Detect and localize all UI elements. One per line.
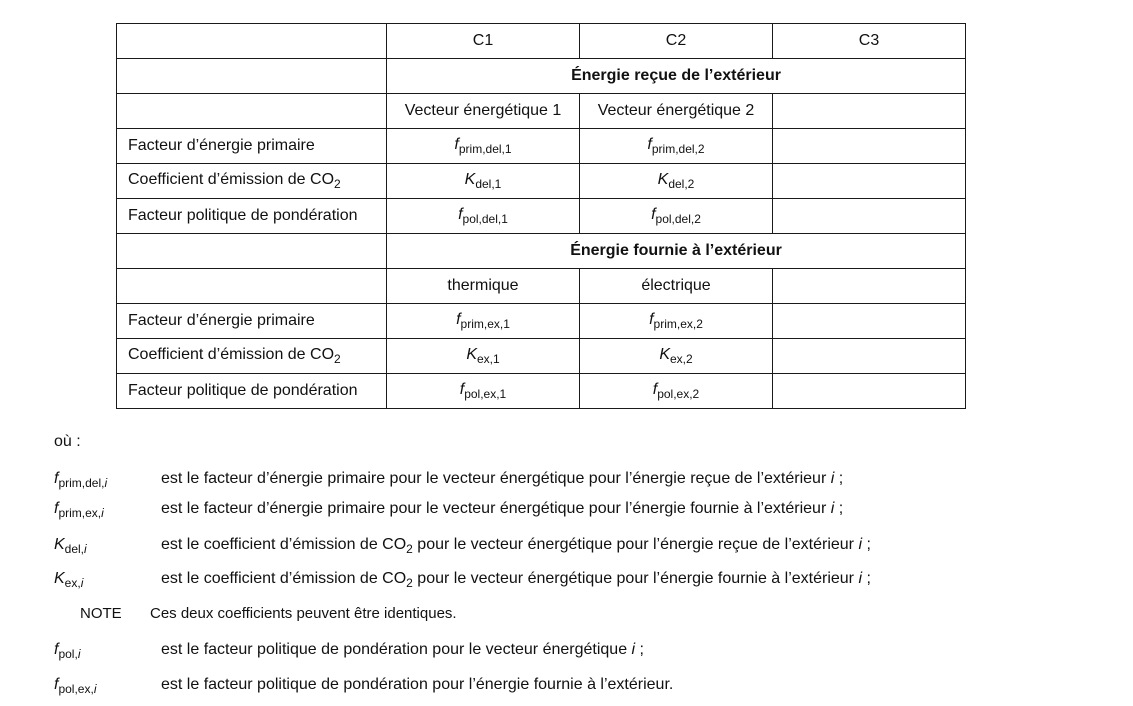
row-label-text: Facteur politique de pondération	[128, 382, 358, 399]
table-row	[117, 129, 966, 164]
section-row-delivered	[117, 59, 966, 94]
symbol: K	[54, 536, 65, 553]
symbol: K	[659, 346, 670, 363]
header-c3: C3	[773, 24, 966, 59]
variable: i	[830, 470, 835, 487]
symbol: f	[651, 206, 656, 223]
row-label-text: Facteur d’énergie primaire	[128, 137, 315, 154]
definition-body-cont: pour le vecteur énergétique pour l’énergie fournie à l’extérieur	[412, 570, 859, 587]
symbol-subscript: prim,ex,2	[653, 317, 703, 331]
empty-cell	[773, 199, 966, 234]
where-label: où :	[54, 433, 81, 450]
symbol: K	[466, 346, 477, 363]
carrier-row-exported	[117, 269, 966, 304]
symbol-cell	[387, 199, 580, 234]
symbol-cell	[580, 164, 773, 199]
co2-subscript: 2	[334, 177, 341, 191]
carrier-c1: thermique	[387, 269, 580, 304]
symbol-subscript: ex,1	[476, 352, 500, 366]
header-corner-cell	[117, 24, 387, 59]
symbol-cell	[387, 129, 580, 164]
symbol: f	[54, 676, 59, 693]
symbol-cell	[580, 199, 773, 234]
definition-body: est le coefficient d’émission de CO	[161, 536, 407, 553]
table-header-row	[117, 24, 966, 59]
note-label: NOTE	[80, 605, 122, 622]
symbol-cell	[580, 374, 773, 409]
definition-body: est le facteur politique de pondération pour l’énergie fournie à l’extérieur.	[161, 676, 674, 693]
symbol-subscript: del,	[64, 542, 85, 556]
symbol-subscript: del,1	[475, 177, 502, 191]
symbol: f	[54, 470, 59, 487]
row-label	[117, 374, 387, 409]
variable: i	[858, 570, 863, 587]
symbol: f	[54, 641, 59, 658]
definition-term	[54, 500, 104, 520]
row-label-text: Coefficient d’émission de CO	[128, 171, 335, 188]
row-label	[117, 164, 387, 199]
carrier-c1: Vecteur énergétique 1	[387, 94, 580, 129]
definition-body: est le facteur d’énergie primaire pour le vecteur énergétique pour l’énergie reçue de l’extérieur	[161, 470, 831, 487]
section-row-exported	[117, 234, 966, 269]
co2-subscript: 2	[334, 352, 341, 366]
symbol-subscript: prim,ex,	[58, 506, 102, 520]
symbol: f	[652, 381, 658, 398]
symbol-subscript: pol,ex,	[58, 682, 94, 696]
symbol-subscript: pol,del,2	[655, 212, 701, 226]
row-label	[117, 304, 387, 339]
definition-end: ;	[862, 536, 871, 553]
variable: i	[858, 536, 863, 553]
symbol-cell	[387, 339, 580, 374]
symbol-cell	[580, 339, 773, 374]
carrier-row-delivered	[117, 94, 966, 129]
subscript-variable: i	[93, 682, 97, 696]
symbol-subscript: prim,del,1	[458, 142, 512, 156]
symbol-cell	[387, 304, 580, 339]
definition-end: ;	[635, 641, 644, 658]
carrier-c2: électrique	[580, 269, 773, 304]
symbol-subscript: del,2	[668, 177, 695, 191]
variable: i	[631, 641, 636, 658]
energy-factors-table	[116, 23, 966, 409]
symbol: K	[657, 171, 669, 188]
empty-cell	[117, 269, 387, 304]
table-row	[117, 199, 966, 234]
symbol-cell	[387, 164, 580, 199]
subscript-variable: i	[77, 647, 81, 661]
section-title-delivered: Énergie reçue de l’extérieur	[387, 59, 966, 94]
symbol: f	[459, 381, 465, 398]
definition-term	[54, 536, 87, 556]
subscript-variable: i	[101, 506, 104, 520]
subscript-variable: i	[84, 542, 87, 556]
definition-text	[161, 470, 843, 488]
co2-subscript: 2	[406, 542, 413, 556]
symbol-subscript: pol,	[58, 647, 78, 661]
table-row	[117, 164, 966, 199]
row-label-text: Coefficient d’émission de CO	[128, 346, 335, 363]
section-title-exported: Énergie fournie à l’extérieur	[387, 234, 966, 269]
header-c2: C2	[580, 24, 773, 59]
symbol: f	[649, 311, 654, 328]
symbol: K	[464, 171, 476, 188]
symbol: K	[54, 570, 65, 587]
symbol-subscript: pol,ex,1	[464, 387, 507, 401]
row-label-text: Facteur d’énergie primaire	[128, 312, 315, 329]
empty-cell	[773, 374, 966, 409]
header-c1: C1	[387, 24, 580, 59]
symbol-subscript: prim,ex,1	[460, 317, 510, 331]
symbol: f	[647, 136, 652, 153]
co2-subscript: 2	[406, 576, 413, 590]
empty-cell	[773, 164, 966, 199]
empty-cell	[773, 304, 966, 339]
row-label	[117, 199, 387, 234]
definition-end: ;	[862, 570, 871, 587]
table-row	[117, 374, 966, 409]
table-row	[117, 339, 966, 374]
symbol-subscript: pol,del,1	[462, 212, 508, 226]
definition-text	[161, 536, 871, 556]
definition-end: ;	[834, 470, 844, 487]
symbol-cell	[580, 129, 773, 164]
empty-cell	[773, 339, 966, 374]
table-row	[117, 304, 966, 339]
symbol-cell	[387, 374, 580, 409]
symbol: f	[54, 500, 59, 517]
definition-term	[54, 470, 107, 490]
symbol-subscript: prim,del,2	[651, 142, 705, 156]
symbol-subscript: ex,2	[669, 352, 693, 366]
row-label	[117, 339, 387, 374]
variable: i	[830, 500, 835, 517]
empty-cell	[773, 129, 966, 164]
definition-body: est le coefficient d’émission de CO	[161, 570, 407, 587]
empty-cell	[117, 59, 387, 94]
note-text: Ces deux coefficients peuvent être identiques.	[150, 605, 457, 622]
definition-body: est le facteur d’énergie primaire pour le vecteur énergétique pour l’énergie fournie à l’extérieur	[161, 500, 831, 517]
row-label-text: Facteur politique de pondération	[128, 207, 358, 224]
symbol-subscript: pol,ex,2	[657, 387, 700, 401]
empty-cell	[117, 94, 387, 129]
row-label	[117, 129, 387, 164]
carrier-c3	[773, 269, 966, 304]
definition-term	[54, 570, 83, 590]
symbol: f	[458, 206, 463, 223]
subscript-variable: i	[80, 576, 84, 590]
definition-body-cont: pour le vecteur énergétique pour l’énergie reçue de l’extérieur	[412, 536, 859, 553]
symbol-subscript: ex,	[64, 576, 81, 590]
symbol-cell	[580, 304, 773, 339]
definition-end: ;	[834, 500, 844, 517]
definition-text	[161, 676, 673, 694]
definition-term	[54, 676, 96, 696]
subscript-variable: i	[104, 476, 108, 490]
definition-body: est le facteur politique de pondération pour le vecteur énergétique	[161, 641, 632, 658]
empty-cell	[117, 234, 387, 269]
carrier-c3	[773, 94, 966, 129]
symbol: f	[454, 136, 459, 153]
definition-text	[161, 500, 843, 518]
note	[80, 605, 457, 622]
carrier-c2: Vecteur énergétique 2	[580, 94, 773, 129]
definition-term	[54, 641, 80, 661]
definition-text	[161, 570, 871, 590]
symbol: f	[456, 311, 461, 328]
symbol-subscript: prim,del,	[58, 476, 105, 490]
definition-text	[161, 641, 644, 659]
